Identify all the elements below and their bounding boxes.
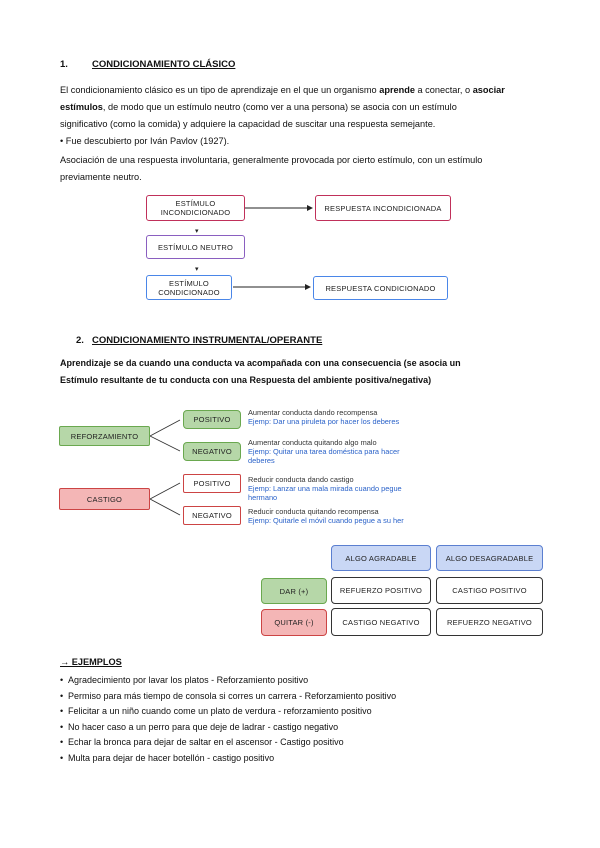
table-row-give: DAR (+): [261, 578, 327, 604]
list-item: • Permiso para más tiempo de consola si corres un carrera - Reforzamiento positivo: [60, 690, 397, 701]
bold-text: estímulos: [60, 102, 103, 112]
unconditioned-stimulus-box: ESTÍMULO INCONDICIONADO: [146, 195, 245, 221]
reinforcement-negative-box: NEGATIVO: [183, 442, 241, 461]
punishment-positive-box: POSITIVO: [183, 474, 241, 493]
table-header-unpleasant: ALGO DESAGRADABLE: [436, 545, 543, 571]
punishment-negative-box: NEGATIVO: [183, 506, 241, 525]
text: a conectar, o: [414, 85, 473, 95]
text: No hacer caso a un perro para que deje de ladrar - castigo negativo: [68, 721, 339, 732]
text: Asociación de una respuesta involuntaria, generalmente provocada por cierto estímulo, con un estímulo: [60, 155, 483, 165]
conditioned-stimulus-box: ESTÍMULO CONDICIONADO: [146, 275, 232, 300]
text: Permiso para más tiempo de consola si corres un carrera - Reforzamiento positivo: [68, 690, 397, 701]
unconditioned-response-box: RESPUESTA INCONDICIONADA: [315, 195, 451, 221]
text: Aumentar conducta dando recompensa: [248, 408, 378, 417]
text: Multa para dejar de hacer botellón - castigo positivo: [68, 752, 275, 763]
reinforcement-box: REFORZAMIENTO: [59, 426, 150, 446]
text: Aprendizaje se da cuando una conducta va acompañada con una consecuencia (se asocia un: [60, 358, 461, 368]
dot: ▾: [195, 266, 199, 273]
reinforcement-positive-description: [248, 408, 399, 426]
text: Reducir conducta dando castigo: [248, 475, 354, 484]
section-title: CONDICIONAMIENTO CLÁSICO: [92, 59, 236, 70]
text: Estímulo resultante de tu conducta con una Respuesta del ambiente positiva/negativa): [60, 375, 432, 385]
list-item: • Agradecimiento por lavar los platos - Reforzamiento positivo: [60, 675, 309, 685]
table-cell-positive-reinforcement: REFUERZO POSITIVO: [331, 577, 431, 604]
text: Reducir conducta quitando recompensa: [248, 507, 379, 516]
text: Echar la bronca para dejar de saltar en el ascensor - Castigo positivo: [68, 737, 344, 748]
examples-heading: → EJEMPLOS: [60, 657, 122, 667]
connector: [150, 420, 180, 436]
punishment-box: CASTIGO: [59, 488, 150, 510]
list-item: • No hacer caso a un perro para que deje de ladrar - castigo negativo: [60, 721, 339, 732]
section-title: CONDICIONAMIENTO INSTRUMENTAL/OPERANTE: [92, 335, 323, 346]
connector: [150, 483, 180, 499]
text: previamente neutro.: [60, 172, 142, 182]
list-item: • Multa para dejar de hacer botellón - castigo positivo: [60, 752, 275, 763]
example-text: deberes: [248, 456, 275, 465]
text: Agradecimiento por lavar los platos - Reforzamiento positivo: [68, 675, 309, 685]
text: Felicitar a un niño cuando come un plato de verdura - reforzamiento positivo: [68, 706, 372, 717]
table-cell-negative-reinforcement: REFUERZO NEGATIVO: [436, 608, 543, 636]
table-row-take: QUITAR (-): [261, 609, 327, 636]
example-text: hermano: [248, 493, 278, 502]
text: Aumentar conducta quitando algo malo: [248, 438, 377, 447]
neutral-stimulus-box: ESTÍMULO NEUTRO: [146, 235, 245, 259]
text: significativo (como la comida) y adquiere la capacidad de suscitar una respuesta semejante.: [60, 119, 436, 129]
dot: ▾: [195, 228, 199, 235]
text: El condicionamiento clásico es un tipo de aprendizaje en el que un organismo: [60, 85, 380, 95]
section-number: 1.: [60, 59, 68, 70]
punishment-negative-description: [248, 507, 404, 525]
example-text: Ejemp: Quitar una tarea doméstica para hacer: [248, 447, 400, 456]
table-cell-negative-punishment: CASTIGO NEGATIVO: [331, 608, 431, 636]
text: , de modo que un estímulo neutro (como ver a una persona) se asocia con un estímulo: [102, 102, 457, 112]
pavlov-bullet: • Fue descubierto por Iván Pavlov (1927).: [60, 136, 230, 146]
punishment-positive-description: [248, 475, 402, 502]
conditioned-response-box: RESPUESTA CONDICIONADO: [313, 276, 448, 300]
bold-text: asociar: [472, 85, 505, 95]
list-item: • Echar la bronca para dejar de saltar en el ascensor - Castigo positivo: [60, 737, 344, 748]
example-text: Ejemp: Dar una piruleta por hacer los deberes: [248, 417, 400, 426]
section-number: 2.: [76, 335, 84, 346]
list-item: • Felicitar a un niño cuando come un plato de verdura - reforzamiento positivo: [60, 706, 372, 717]
table-header-pleasant: ALGO AGRADABLE: [331, 545, 431, 571]
reinforcement-negative-description: [248, 438, 400, 465]
example-text: Ejemp: Lanzar una mala mirada cuando pegue: [248, 484, 402, 493]
connector: [150, 499, 180, 515]
example-text: Ejemp: Quitarle el móvil cuando pegue a su her: [248, 516, 404, 525]
connector: [150, 436, 180, 451]
table-cell-positive-punishment: CASTIGO POSITIVO: [436, 577, 543, 604]
reinforcement-positive-box: POSITIVO: [183, 410, 241, 429]
bold-text: aprende: [379, 85, 415, 95]
examples-list: [60, 673, 396, 767]
